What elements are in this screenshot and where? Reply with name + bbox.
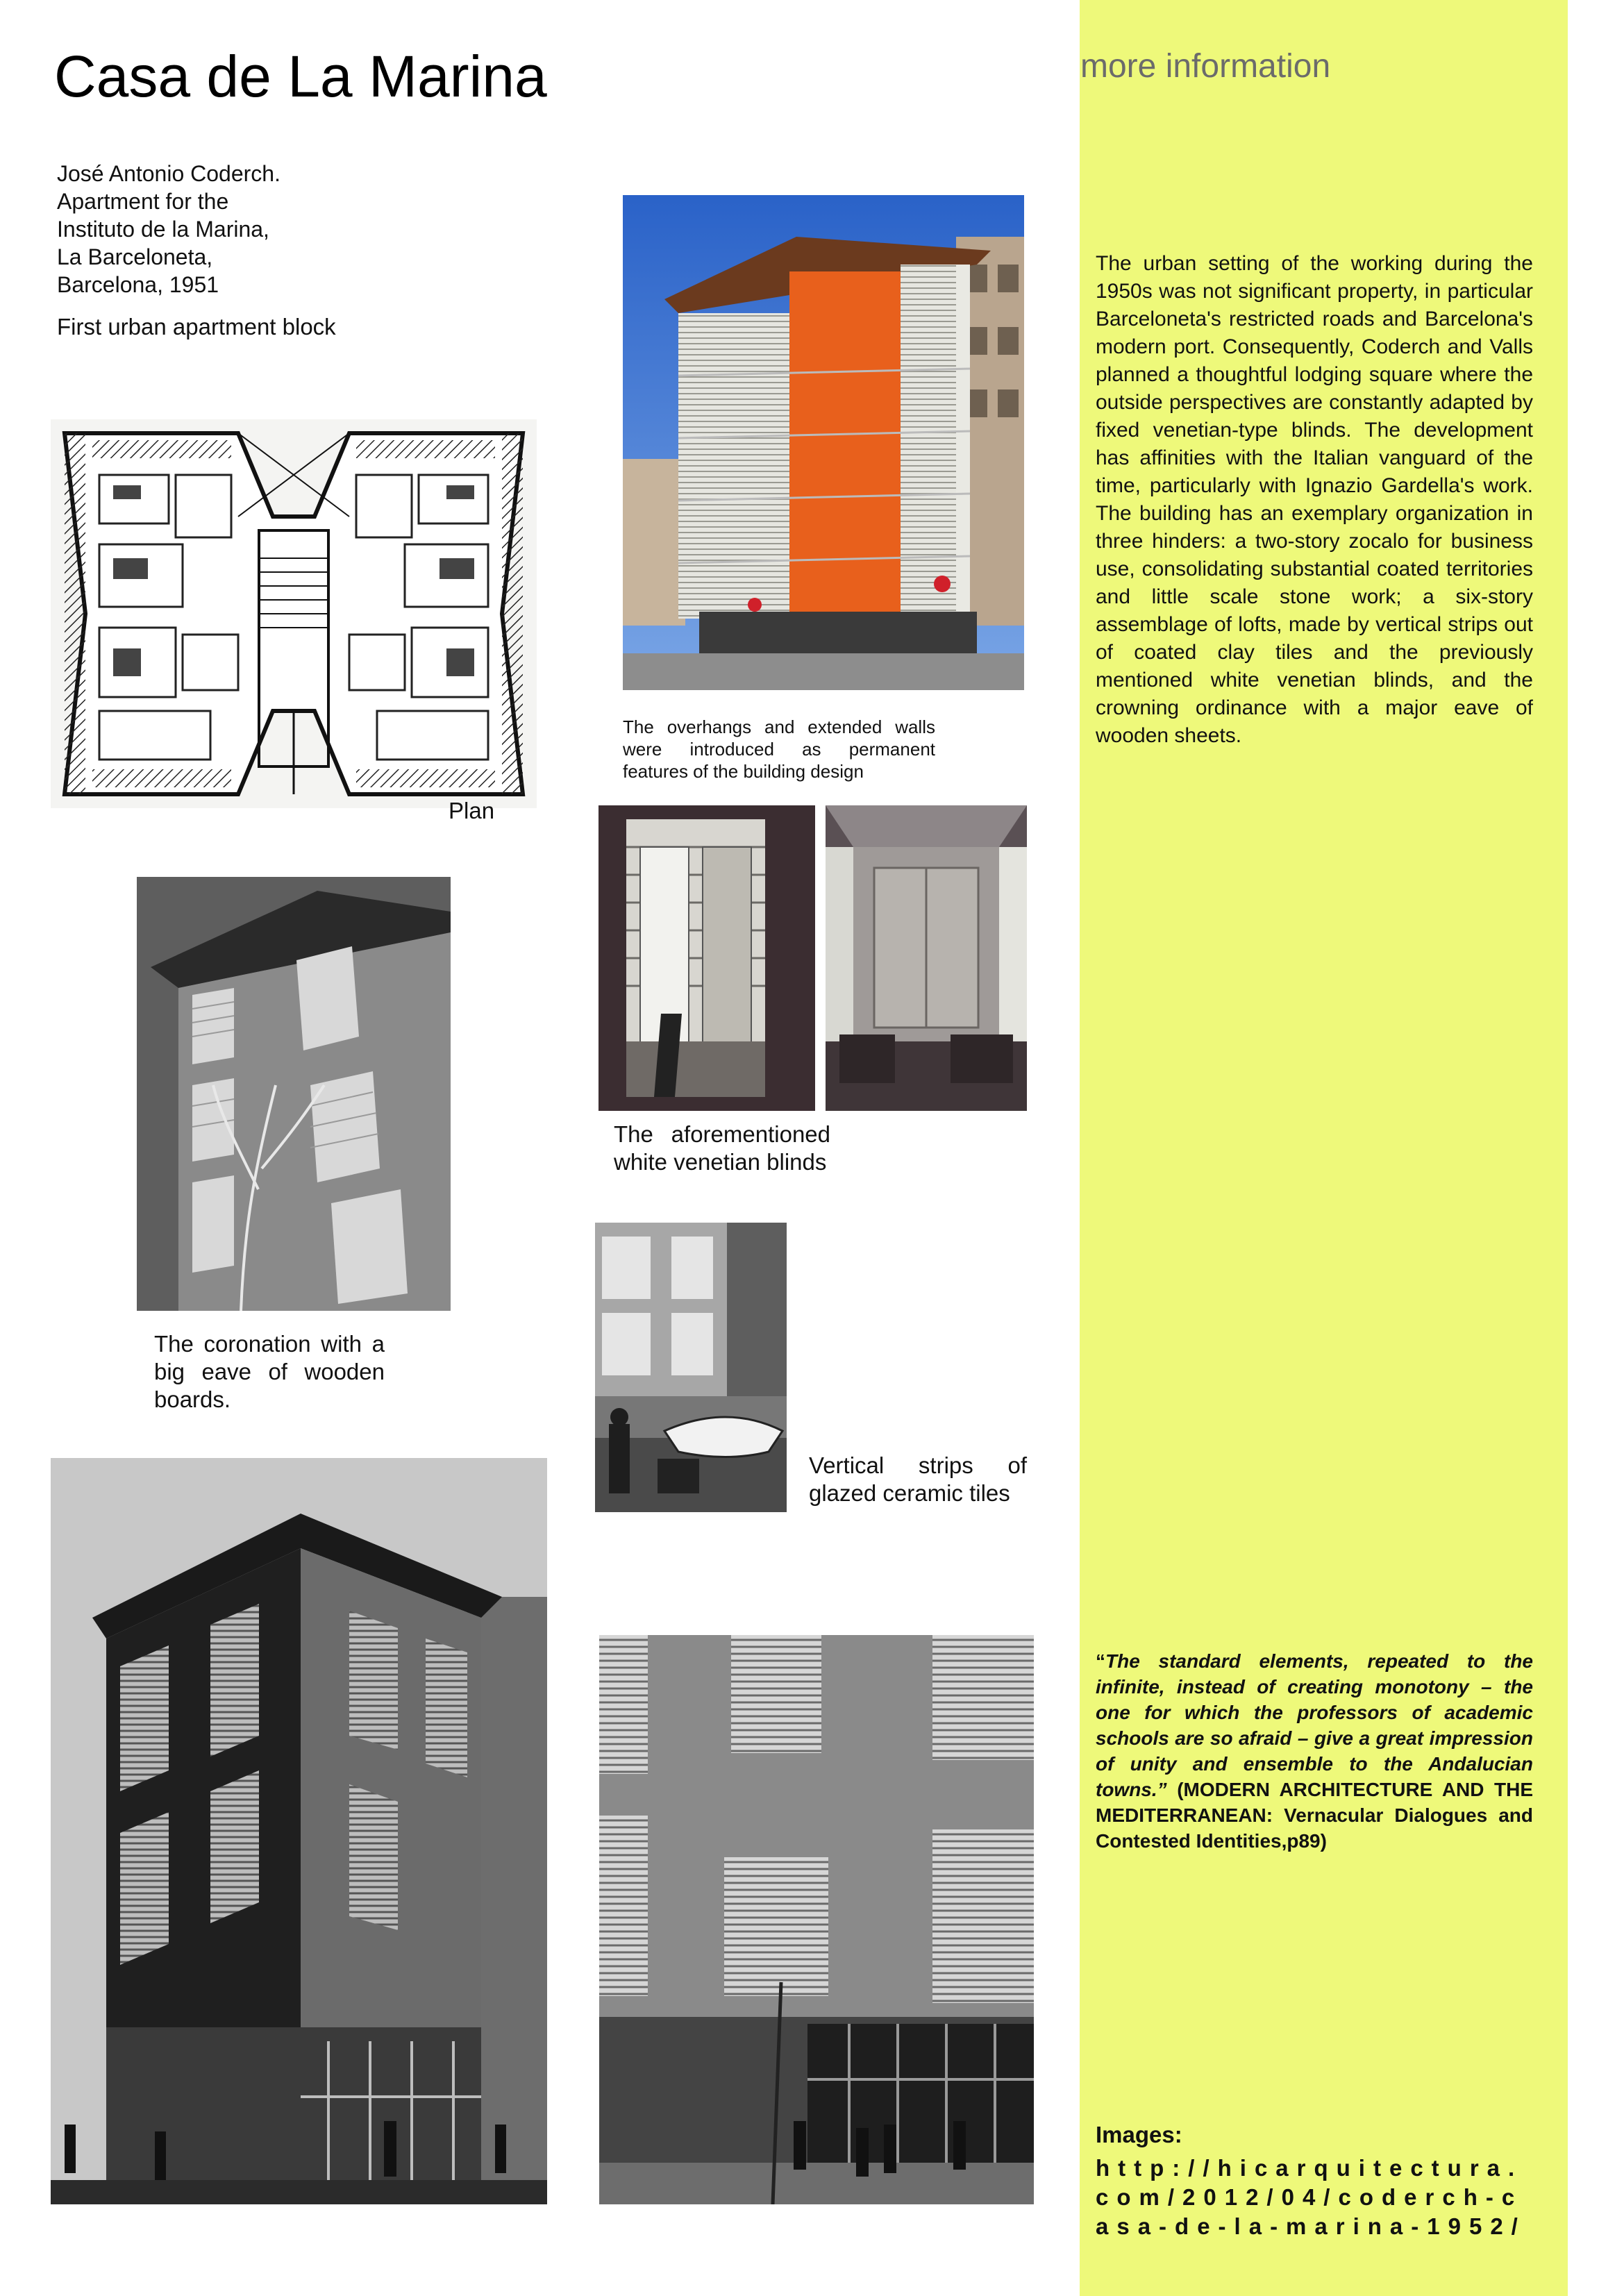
intro-line: Apartment for the [57, 189, 229, 214]
quote-open-mark: “ [1096, 1650, 1105, 1672]
caption-blinds: The aforementioned white venetian blinds [614, 1121, 830, 1175]
interior-window-photo [598, 805, 815, 1111]
intro-subtitle: First urban apartment block [57, 314, 336, 340]
quote-source: (MODERN ARCHITECTURE AND THE MEDITERRANEAN: Vernacular Dialogues and Contested Identities,p89) [1096, 1779, 1533, 1852]
intro-line: Barcelona, 1951 [57, 272, 219, 297]
images-label: Images: [1096, 2122, 1182, 2147]
intro-block [57, 160, 281, 299]
page-title: Casa de La Marina [54, 44, 547, 109]
building-corner-photo [51, 1458, 547, 2204]
intro-line: Instituto de la Marina, [57, 217, 269, 242]
building-color-photo [623, 195, 1024, 690]
intro-line: La Barceloneta, [57, 244, 213, 269]
facade-detail-photo [599, 1635, 1034, 2204]
intro-line: José Antonio Coderch. [57, 161, 281, 186]
caption-plan: Plan [449, 798, 495, 823]
sidebar-quote [1096, 1648, 1533, 1854]
caption-strips: Vertical strips of glazed ceramic tiles [809, 1452, 1027, 1506]
sidebar-heading: more information [1080, 48, 1331, 85]
quote-text: The standard elements, repeated to the infinite, instead of creating monotony – the one for which the professors of academic schools are so afraid – give a great impression of unity and ensemble to the Andalucian towns.” [1096, 1650, 1533, 1800]
coronation-photo [137, 877, 451, 1311]
floor-plan-image [51, 419, 537, 808]
caption-overhangs: The overhangs and extended walls were introduced as permanent features of the building design [623, 717, 935, 782]
street-boat-photo [595, 1223, 787, 1512]
images-url-link[interactable]: http://hicarquitectura.com/2012/04/coderch-casa-de-la-marina-1952/ [1096, 2155, 1526, 2239]
sidebar-body-text: The urban setting of the working during the 1950s was not significant property, in particular Barceloneta's restricted roads and Barcelona's modern port. Consequently, Coderch and Valls planned a thoughtful lodging square where the outside perspectives are constantly adapted by fixed venetian-type blinds. The development has affinities with the Italian vanguard of the time, particularly with Ignazio Gardella's work. The building has an exemplary organization in three hinders: a two-story zocalo for business use, consolidating substantial coated territories and little scale stone work; a six-story assemblage of lofts, made by vertical strips out of coated clay tiles and the previously mentioned white venetian blinds, and the crowning ordinance with a major eave of wooden sheets. [1096, 252, 1533, 747]
interior-room-photo [826, 805, 1027, 1111]
caption-coronation: The coronation with a big eave of wooden boards. [154, 1331, 385, 1412]
